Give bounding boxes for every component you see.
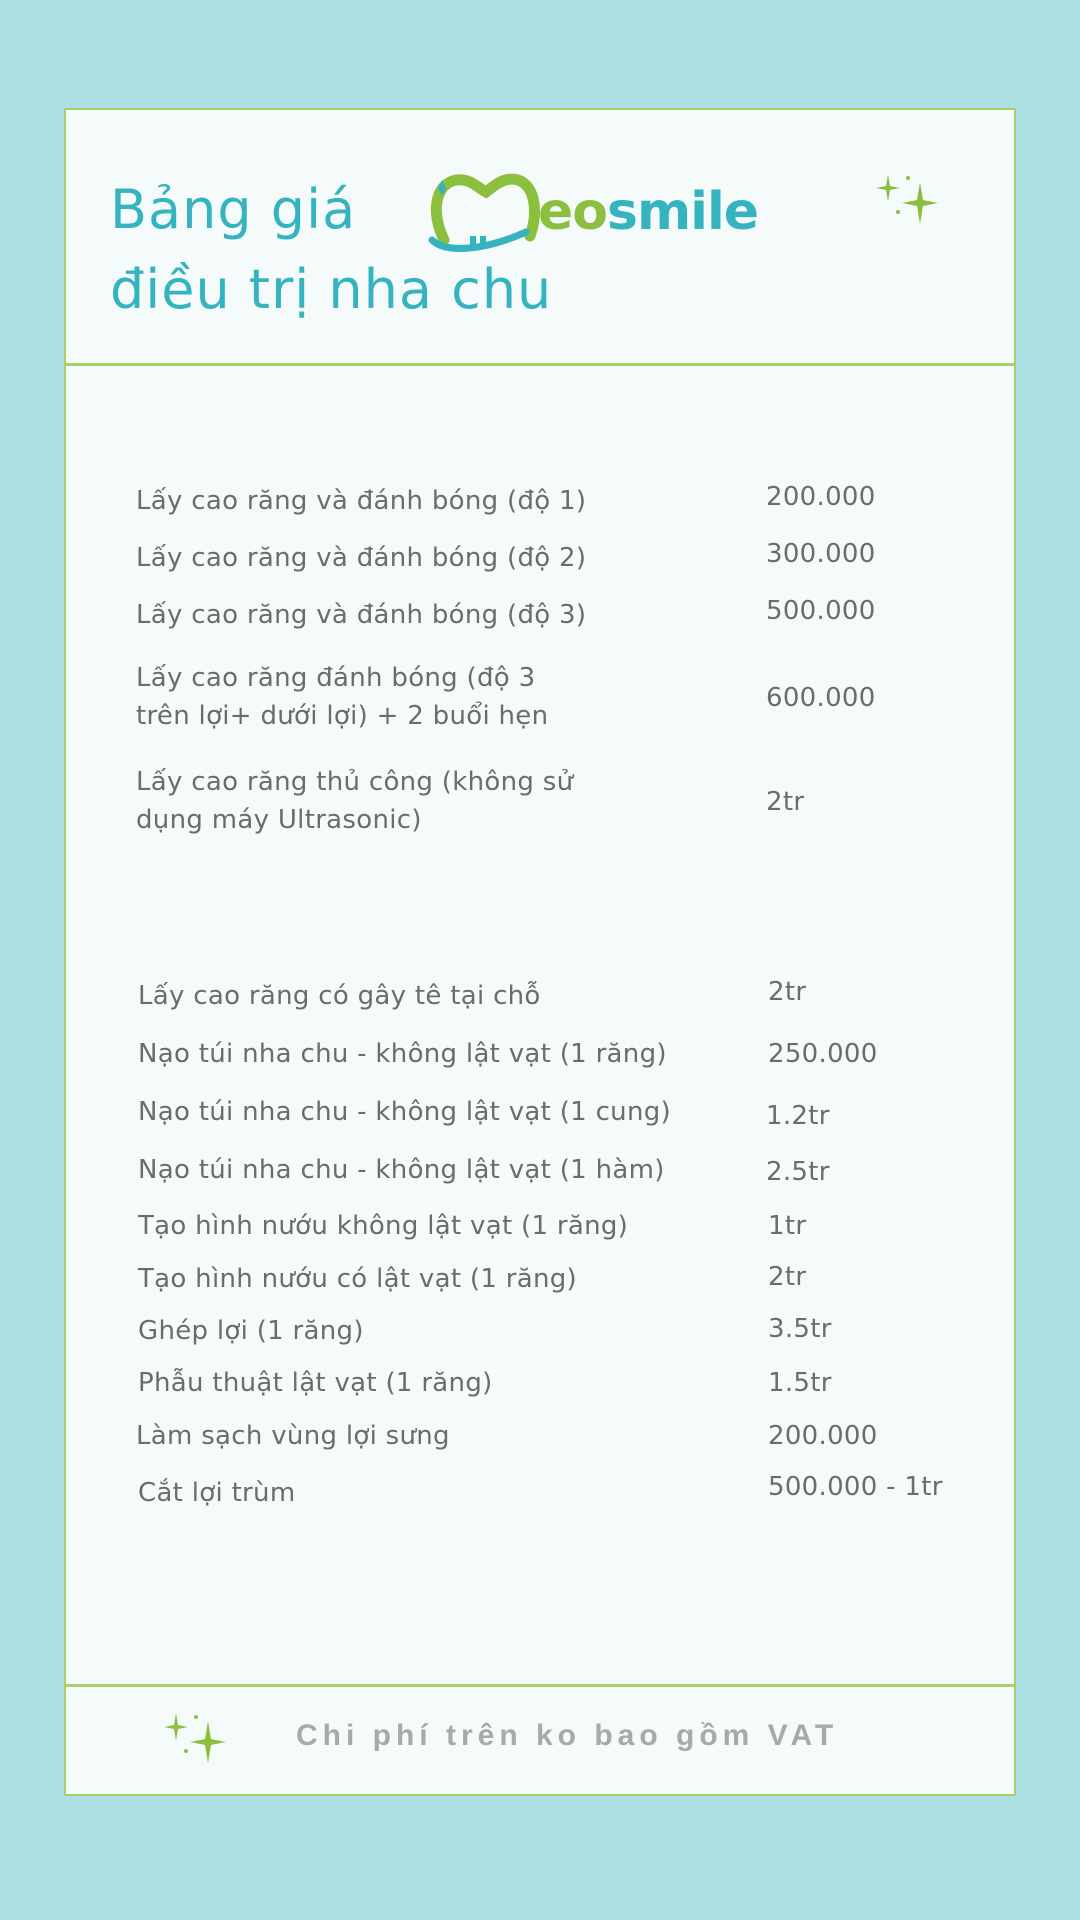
service-price: 500.000 - 1tr [768,1472,943,1502]
service-label: Lấy cao răng thủ công (không sử dụng máy Ultrasonic) [136,767,574,835]
service-price: 250.000 [768,1039,878,1069]
service-label: Tạo hình nướu không lật vạt (1 răng) [138,1211,629,1241]
tooth-logo-icon [426,170,546,254]
footer [66,1684,1014,1794]
logo-wordmark: eosmile [538,182,759,242]
service-label: Lấy cao răng và đánh bóng (độ 2) [136,543,587,573]
service-label: Nạo túi nha chu - không lật vạt (1 cung) [138,1097,671,1127]
service-price: 2.5tr [766,1157,830,1187]
service-label: Lấy cao răng đánh bóng (độ 3 trên lợi+ dưới lợi) + 2 buổi hẹn [136,663,549,731]
service-label: Nạo túi nha chu - không lật vạt (1 răng) [138,1039,667,1069]
service-price: 200.000 [766,482,876,512]
service-price: 200.000 [768,1421,878,1451]
service-price: 300.000 [766,539,876,569]
service-price: 2tr [766,787,805,817]
service-price: 2tr [768,1262,807,1292]
header [66,110,1014,366]
service-label: Lấy cao răng có gây tê tại chỗ [138,981,541,1011]
service-label: Làm sạch vùng lợi sưng [136,1421,450,1451]
service-price: 600.000 [766,683,876,713]
service-price: 3.5tr [768,1314,832,1344]
service-label: Phẫu thuật lật vạt (1 răng) [138,1368,493,1398]
service-price: 500.000 [766,596,876,626]
service-price: 1.2tr [766,1101,830,1131]
sparkle-icon [874,172,944,228]
service-label: Lấy cao răng và đánh bóng (độ 1) [136,486,587,516]
service-price: 1tr [768,1211,807,1241]
title-line-2: điều trị nha chu [110,258,553,321]
vat-note: Chi phí trên ko bao gồm VAT [296,1719,839,1752]
price-card [64,108,1016,1796]
service-label: Lấy cao răng và đánh bóng (độ 3) [136,600,587,630]
service-price: 2tr [768,977,807,1007]
service-label: Cắt lợi trùm [138,1478,296,1508]
title-line-1: Bảng giá [110,178,357,241]
service-label: Nạo túi nha chu - không lật vạt (1 hàm) [138,1155,665,1185]
service-label: Tạo hình nướu có lật vạt (1 răng) [138,1264,577,1294]
sparkle-icon [162,1711,232,1767]
brand-logo [426,170,759,254]
service-label: Ghép lợi (1 răng) [138,1316,364,1346]
service-price: 1.5tr [768,1368,832,1398]
